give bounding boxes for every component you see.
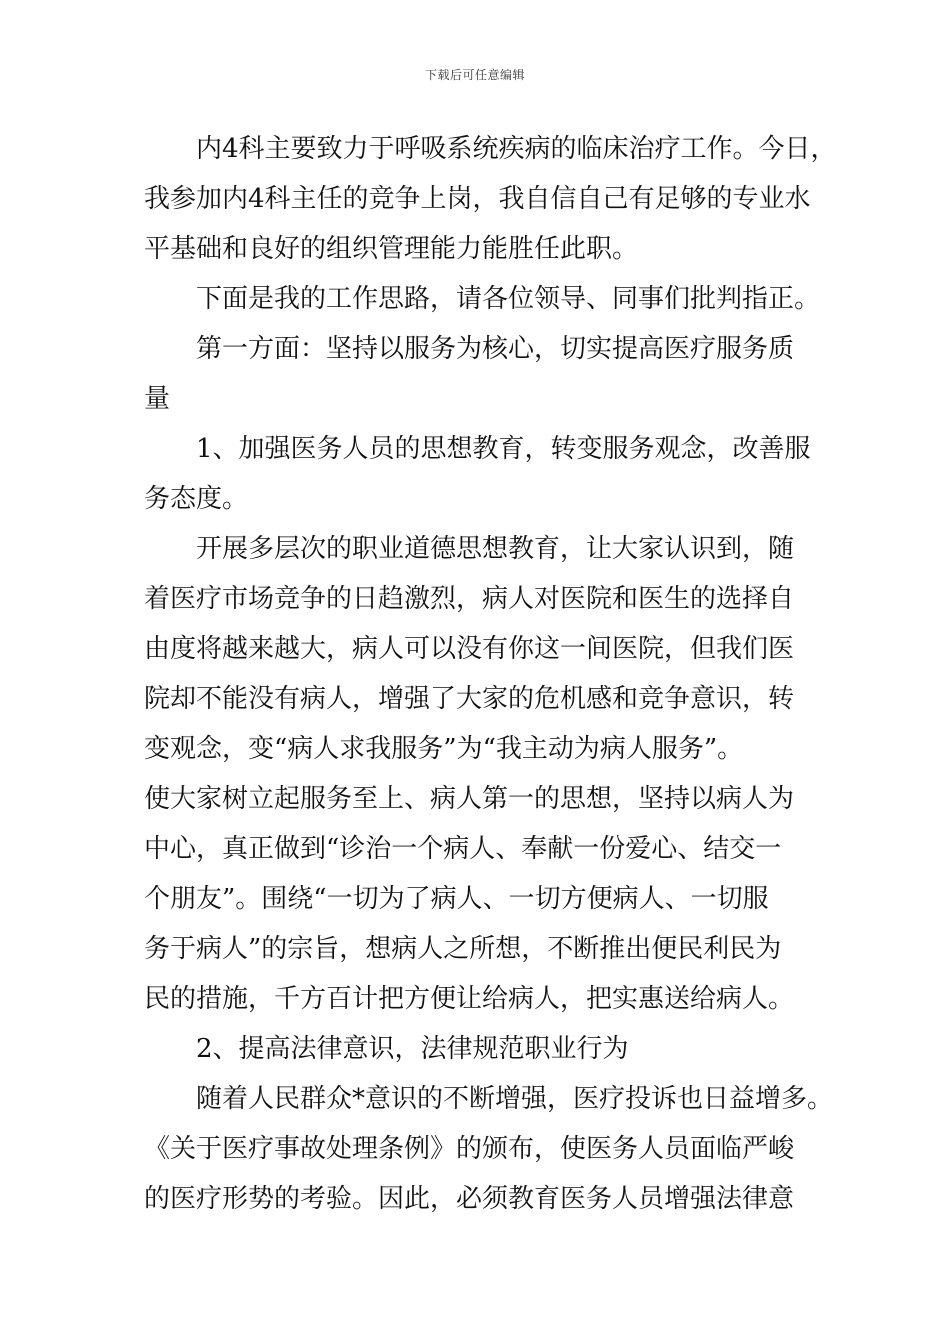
text-line: 变观念，变“病人求我服务”为“我主动为病人服务”。 bbox=[144, 734, 744, 764]
section-heading-line: 第一方面：坚持以服务为核心，切实提高医疗服务质 bbox=[196, 334, 795, 364]
text-line: 的医疗形势的考验。因此，必须教育医务人员增强法律意 bbox=[144, 1184, 795, 1214]
text-line: 内4科主要致力于呼吸系统疾病的临床治疗工作。今日， bbox=[196, 134, 837, 164]
text-line: 中心，真正做到“诊治一个病人、奉献一份爱心、结交一 bbox=[144, 834, 782, 864]
text-line: 《关于医疗事故处理条例》的颁布，使医务人员面临严峻 bbox=[144, 1134, 795, 1164]
text-line: 使大家树立起服务至上、病人第一的思想，坚持以病人为 bbox=[144, 784, 795, 814]
download-watermark-header: 下载后可任意编辑 bbox=[424, 68, 525, 82]
subsection-heading-line: 1、加强医务人员的思想教育，转变服务观念，改善服 bbox=[196, 434, 811, 464]
text-line: 着医疗市场竞争的日趋激烈，病人对医院和医生的选择自 bbox=[144, 584, 795, 614]
text-line: 随着人民群众*意识的不断增强，医疗投诉也日益增多。 bbox=[196, 1084, 834, 1114]
text-line: 平基础和良好的组织管理能力能胜任此职。 bbox=[144, 234, 639, 264]
text-line: 民的措施，千方百计把方便让给病人，把实惠送给病人。 bbox=[144, 984, 795, 1014]
section-heading-line: 量 bbox=[144, 384, 171, 414]
text-line: 我参加内4科主任的竞争上岗，我自信自己有足够的专业水 bbox=[144, 184, 811, 214]
text-line: 务于病人”的宗旨，想病人之所想，不断推出便民利民为 bbox=[144, 934, 782, 964]
text-line: 个朋友”。围绕“一切为了病人、一切方便病人、一切服 bbox=[144, 884, 769, 914]
subsection-heading-line: 2、提高法律意识，法律规范职业行为 bbox=[196, 1034, 629, 1064]
text-line: 由度将越来越大，病人可以没有你这一间医院，但我们医 bbox=[144, 634, 795, 664]
text-line: 开展多层次的职业道德思想教育，让大家认识到，随 bbox=[196, 534, 795, 564]
text-line: 院却不能没有病人，增强了大家的危机感和竞争意识，转 bbox=[144, 684, 795, 714]
document-body bbox=[144, 124, 837, 1224]
subsection-heading-line: 务态度。 bbox=[144, 484, 249, 514]
text-line: 下面是我的工作思路，请各位领导、同事们批判指正。 bbox=[196, 284, 821, 314]
